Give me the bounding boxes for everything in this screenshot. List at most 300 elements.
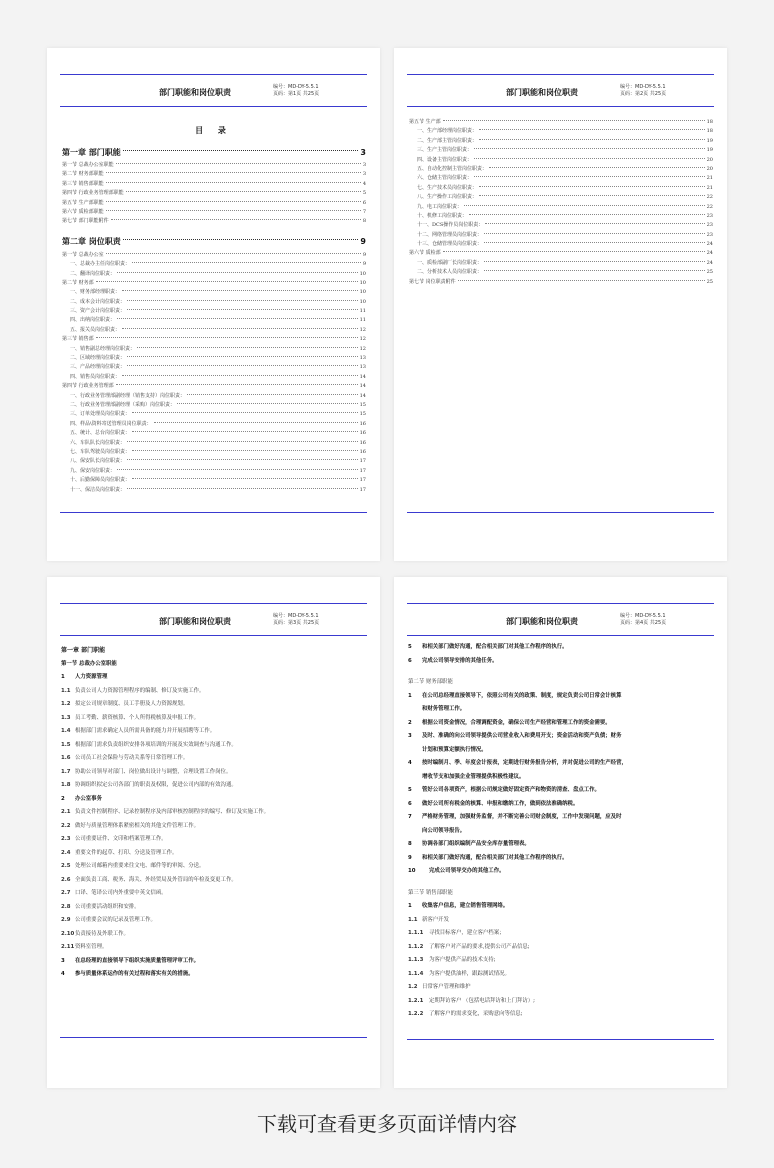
toc-entry-sub[interactable] <box>62 448 366 457</box>
toc-entry-label: 第二节 财务部职能 <box>62 171 104 178</box>
footer-rule <box>407 1039 714 1040</box>
toc-leader-dots <box>123 150 359 151</box>
toc-entry-label: 十、后勤保障员岗位职责： <box>70 477 131 484</box>
toc-entry-label: 一、总裁办主任岗位职责： <box>70 261 131 268</box>
document-page-4 <box>394 577 727 1088</box>
toc-leader-dots <box>484 242 705 243</box>
toc-entry-page: 24 <box>706 259 713 266</box>
toc-entry-sub[interactable] <box>62 326 366 335</box>
toc-leader-dots <box>122 290 358 291</box>
toc-entry-page: 19 <box>706 147 713 154</box>
toc-leader-dots <box>126 191 361 192</box>
item-number: 7 <box>408 814 412 820</box>
toc-entry-sec[interactable] <box>62 161 366 170</box>
toc-entry-sub[interactable] <box>62 307 366 316</box>
toc-entry-label: 第七节 岗位职责附件 <box>409 278 456 285</box>
toc-leader-dots <box>485 223 704 224</box>
toc-entry-label: 三、订单处理员岗位职责： <box>70 411 131 418</box>
toc-entry-page: 6 <box>362 199 366 206</box>
numbered-item <box>408 927 713 941</box>
toc-entry-chapter[interactable] <box>62 143 366 161</box>
header-page-number: 页码：第1页 共25页 <box>273 91 320 97</box>
item-number: 1.1 <box>61 687 71 694</box>
toc-leader-dots <box>106 201 361 202</box>
toc-entry-sec[interactable] <box>409 118 713 127</box>
toc-leader-dots <box>443 120 705 121</box>
toc-entry-label: 二、分析技术人员岗位职责： <box>417 269 483 276</box>
numbered-item <box>408 757 713 771</box>
toc-entry-label: 十一、DCS操作员岗位职责： <box>417 222 484 229</box>
section-heading <box>61 658 366 672</box>
numbered-item <box>408 798 713 812</box>
toc-entry-sec[interactable] <box>409 278 713 287</box>
toc-entry-label: 第六节 质检部职能 <box>62 208 104 215</box>
toc-entry-page: 3 <box>362 171 366 178</box>
numbered-item <box>61 901 366 915</box>
toc-entry-label: 第五节 生产部 <box>409 119 441 125</box>
item-number: 1.6 <box>61 755 71 761</box>
page-body <box>408 641 713 1022</box>
item-text: 员工考勤、薪资核算、个人所得税核算及申报工作。 <box>75 714 199 721</box>
toc-leader-dots <box>127 488 358 489</box>
paragraph-gap <box>408 668 713 676</box>
toc-entry-sec[interactable] <box>62 180 366 189</box>
item-text: 管好公司各项资产，根据公司规定做好固定资产和物资的清查、盘点工作。 <box>422 787 600 793</box>
toc-entry-label: 第六节 质检部 <box>409 250 441 257</box>
toc-entry-page: 23 <box>706 222 713 229</box>
toc-entry-sub[interactable] <box>409 268 713 277</box>
item-text: 根据公司资金情况，合理调配资金，确保公司生产经营和管理工作的资金需要。 <box>422 719 611 726</box>
toc-entry-label: 第五节 生产部职能 <box>62 199 104 206</box>
item-text: 第一章 部门职能 <box>61 647 106 654</box>
header-rule-bottom <box>60 635 367 636</box>
toc-entry-sub[interactable] <box>62 354 366 363</box>
toc-entry-page: 3 <box>360 147 366 157</box>
item-number: 2.10 <box>61 930 75 937</box>
item-text: 办公室事务 <box>75 795 102 802</box>
header-rule-top <box>60 603 367 604</box>
toc-entry-label: 第三节 销售部职能 <box>62 180 104 187</box>
toc-entry-sub[interactable] <box>409 240 713 249</box>
item-text: 和相关部门做好沟通，配合相关部门对其他工作程序的执行。 <box>422 644 568 650</box>
numbered-item <box>408 730 713 744</box>
numbered-item <box>408 641 713 655</box>
header-page-number: 页码：第4页 共25页 <box>620 620 667 626</box>
toc-entry-label: 三、生产主管岗位职责： <box>417 147 473 154</box>
numbered-item <box>408 954 713 968</box>
toc-leader-dots <box>127 459 358 460</box>
item-number: 2.1 <box>61 809 71 815</box>
toc-leader-dots <box>127 441 358 442</box>
toc-entry-sec[interactable] <box>62 279 366 288</box>
numbered-item <box>61 968 366 982</box>
toc-entry-page: 17 <box>359 458 366 465</box>
item-number: 2.7 <box>61 890 71 896</box>
document-page-2 <box>394 48 727 561</box>
section-heading <box>408 887 713 901</box>
toc-entry-label: 九、保安岗位职责： <box>70 467 116 474</box>
toc-leader-dots <box>122 375 358 376</box>
toc-entry-label: 七、车队驾驶员岗位职责： <box>70 448 131 455</box>
toc-entry-label: 一、生产部经理岗位职责： <box>417 128 478 135</box>
header-page-number: 页码：第3页 共25页 <box>273 620 320 626</box>
item-text: 公司重要会议的记录及管理工作。 <box>75 917 156 923</box>
numbered-item <box>61 806 366 820</box>
toc-entry-label: 七、生产技术员岗位职责： <box>417 184 478 191</box>
toc-entry-page: 16 <box>359 439 366 446</box>
item-text: 重要文件的起草、打印、分送及管理工作。 <box>75 849 178 856</box>
item-text: 定期拜访客户 （包括电话拜访和上门拜访）; <box>429 997 535 1004</box>
toc-entry-sub[interactable] <box>409 127 713 136</box>
toc-entry-label: 三、资产会计岗位职责： <box>70 308 126 315</box>
item-text: 第三节 销售部职能 <box>408 889 453 896</box>
item-number: 5 <box>408 644 412 650</box>
toc-entry-sub[interactable] <box>62 439 366 448</box>
toc-entry-label: 十二、网络管理员岗位职责： <box>417 231 483 238</box>
toc-entry-page: 25 <box>706 269 713 276</box>
toc-leader-dots <box>127 356 358 357</box>
toc-entry-label: 第一节 总裁办公室 <box>62 251 104 258</box>
toc-entry-label: 第四节 行政业务管理部 <box>62 383 114 390</box>
numbered-item <box>408 968 713 982</box>
toc-entry-sub[interactable] <box>62 316 366 325</box>
toc-entry-page: 21 <box>706 175 713 182</box>
toc-entry-sec[interactable] <box>62 217 366 226</box>
toc-leader-dots <box>117 318 358 319</box>
toc-entry-sub[interactable] <box>62 392 366 401</box>
numbered-item <box>61 955 366 969</box>
toc-entry-sec[interactable] <box>62 170 366 179</box>
toc-entry-page: 9 <box>362 261 366 268</box>
toc-leader-dots <box>458 280 705 281</box>
toc-entry-sub[interactable] <box>409 156 713 165</box>
numbered-item <box>61 833 366 847</box>
item-continuation <box>408 703 713 717</box>
toc-entry-sub[interactable] <box>62 363 366 372</box>
item-text: 协助公司领导对部门、岗位做出设计与调整，合理设置工作岗位。 <box>75 768 232 775</box>
item-number: 3 <box>61 957 65 964</box>
toc-entry-sec[interactable] <box>62 208 366 217</box>
item-continuation-text: 向公司领导报告。 <box>422 827 466 834</box>
toc-entry-page: 19 <box>706 137 713 144</box>
toc-entry-page: 18 <box>706 128 713 135</box>
toc-entry-sub[interactable] <box>409 146 713 155</box>
item-text: 为客户提供产品的技术支持; <box>429 957 496 963</box>
toc-entry-page: 25 <box>706 278 713 285</box>
toc-entry-label: 四、出纳岗位职责： <box>70 317 116 324</box>
page-body <box>61 644 366 982</box>
toc-leader-dots <box>106 182 361 183</box>
toc-entry-page: 24 <box>706 250 713 257</box>
toc-leader-dots <box>111 219 361 220</box>
section-heading <box>61 644 366 658</box>
item-text: 收集客户信息，建立销售管理网络。 <box>422 903 509 909</box>
toc-entry-label: 五、自动化控制主管岗位职责： <box>417 165 488 172</box>
header-title: 部门职能和岗位职责 <box>159 88 231 97</box>
toc-entry-label: 三、产品经理岗位职责： <box>70 364 126 371</box>
numbered-item <box>408 865 713 879</box>
numbered-item <box>408 941 713 955</box>
toc-leader-dots <box>96 337 358 338</box>
toc-entry-page: 16 <box>359 420 366 427</box>
header-rule-top <box>60 74 367 75</box>
item-number: 1.1.1 <box>408 930 424 936</box>
toc-entry-label: 第一节 总裁办公室职能 <box>62 162 114 168</box>
toc-leader-dots <box>443 251 705 252</box>
toc-entry-sub[interactable] <box>62 373 366 382</box>
numbered-item <box>408 1008 713 1022</box>
toc-entry-sub[interactable] <box>409 203 713 212</box>
toc-entry-page: 15 <box>359 411 366 418</box>
numbered-item <box>61 820 366 834</box>
toc-entry-sub[interactable] <box>62 420 366 429</box>
numbered-item <box>61 914 366 928</box>
item-number: 2.6 <box>61 876 71 883</box>
toc-entry-label: 一、质检部副厂长岗位职责： <box>417 259 483 266</box>
toc-entry-label: 四、销售员岗位职责： <box>70 373 121 380</box>
toc-leader-dots <box>127 300 358 301</box>
item-text: 按时编制月、季、年度会计报表，定期进行财务报告分析，并对促进公司的生产经营， <box>422 760 627 766</box>
toc-entry-page: 10 <box>359 289 366 296</box>
toc-entry-label: 第二章 岗位职责 <box>62 237 121 247</box>
header-doc-code: 编号：MD-DY-5.5.1 <box>273 613 319 619</box>
toc-entry-label: 二、生产部主管岗位职责： <box>417 137 478 144</box>
item-number: 6 <box>408 800 412 807</box>
toc-entry-label: 一、行政业务管理部副经理（销售支持）岗位职责： <box>70 392 186 399</box>
header-rule-top <box>407 603 714 604</box>
item-continuation <box>408 825 713 839</box>
toc-entry-sub[interactable] <box>409 231 713 240</box>
item-text: 负责文件控制程序、记录控制程序及内部审核控制程序的编写、修订及实施工作。 <box>75 809 270 815</box>
document-page-1 <box>47 48 380 561</box>
toc-entry-sub[interactable] <box>62 410 366 419</box>
toc-entry-page: 9 <box>362 251 366 258</box>
numbered-item <box>61 860 366 874</box>
item-text: 公司员工社会保险与劳动关系等日常管理工作。 <box>75 755 189 761</box>
toc-entry-chapter[interactable] <box>62 233 366 251</box>
toc-entry-label: 第二节 财务部 <box>62 279 94 286</box>
item-text: 完成公司领导安排的其他任务。 <box>422 657 498 664</box>
header-rule-bottom <box>407 635 714 636</box>
toc-entry-label: 第七节 部门职能附件 <box>62 218 109 225</box>
item-text: 第一节 总裁办公室职能 <box>61 660 117 667</box>
header-meta <box>620 84 666 98</box>
toc-entry-page: 16 <box>359 430 366 437</box>
item-text: 负责接待及外联工作。 <box>75 930 129 937</box>
toc-entry-sub[interactable] <box>62 457 366 466</box>
toc-leader-dots <box>116 384 358 385</box>
item-continuation-text: 增收节支和加强企业管理提供积极性建议。 <box>422 773 525 780</box>
header-rule-bottom <box>407 106 714 107</box>
numbered-item <box>408 838 713 852</box>
item-number: 2.3 <box>61 836 71 842</box>
item-text: 参与质量体系运作的有关过程和落实有关的措施。 <box>75 971 194 977</box>
toc-leader-dots <box>464 205 705 206</box>
item-text: 完成公司领导交办的其他工作。 <box>429 868 505 874</box>
toc-entry-label: 八、生产操作工岗位职责： <box>417 194 478 201</box>
toc-entry-sub[interactable] <box>62 486 366 495</box>
toc-entry-page: 12 <box>359 345 366 352</box>
item-number: 1.8 <box>61 782 71 788</box>
header-doc-code: 编号：MD-DY-5.5.1 <box>620 84 666 90</box>
item-number: 1.7 <box>61 768 71 775</box>
header-meta <box>273 84 319 98</box>
toc-leader-dots <box>479 195 705 196</box>
header-doc-code: 编号：MD-DY-5.5.1 <box>620 613 666 619</box>
toc-entry-page: 10 <box>359 298 366 305</box>
numbered-item <box>61 874 366 888</box>
toc-entry-label: 一、销售副总经理岗位职责： <box>70 345 136 352</box>
toc-entry-sec[interactable] <box>62 335 366 344</box>
item-number: 1.1.4 <box>408 970 424 977</box>
numbered-item <box>408 717 713 731</box>
toc-entry-sub[interactable] <box>409 137 713 146</box>
toc-entry-sub[interactable] <box>409 184 713 193</box>
toc-title: 目 录 <box>195 126 232 135</box>
toc-entry-page: 20 <box>706 165 713 172</box>
toc-leader-dots <box>127 309 358 310</box>
paragraph-gap <box>408 879 713 887</box>
toc-entry-sub[interactable] <box>62 298 366 307</box>
numbered-item <box>61 698 366 712</box>
item-text: 了解客户的需求变化，采购意向等信息; <box>429 1011 523 1017</box>
toc-entry-page: 17 <box>359 477 366 484</box>
item-text: 做好与质量管理体系紧密相关的其他文件管理工作。 <box>75 822 199 829</box>
toc-leader-dots <box>117 272 358 273</box>
toc-entry-sub[interactable] <box>409 212 713 221</box>
toc-entry-label: 二、行政业务管理部副经理（采购）岗位职责： <box>70 401 176 408</box>
toc-entry-sub[interactable] <box>409 174 713 183</box>
toc-entry-label: 第三节 销售部 <box>62 336 94 343</box>
footer-rule <box>407 512 714 513</box>
toc-entry-label: 十三、仓储管理员岗位职责： <box>417 241 483 248</box>
toc-entry-sec[interactable] <box>62 382 366 391</box>
item-text: 口译、笔译公司内外重要中英文信函。 <box>75 890 167 896</box>
toc-leader-dots <box>132 262 361 263</box>
toc-entry-label: 二、翻译岗位职责： <box>70 270 116 277</box>
numbered-item <box>408 655 713 669</box>
toc-entry-label: 二、区域经理岗位职责： <box>70 355 126 362</box>
toc-entry-sec[interactable] <box>62 251 366 260</box>
toc-leader-dots <box>469 214 705 215</box>
item-number: 1 <box>408 692 412 699</box>
toc-entry-sub[interactable] <box>62 467 366 476</box>
toc-entry-sub[interactable] <box>409 193 713 202</box>
toc-entry-sub[interactable] <box>62 345 366 354</box>
toc-leader-dots <box>132 431 358 432</box>
toc-entry-sub[interactable] <box>62 429 366 438</box>
item-number: 1.3 <box>61 714 71 721</box>
toc-entry-page: 4 <box>362 180 366 187</box>
item-number: 2 <box>61 795 65 802</box>
toc-entry-sub[interactable] <box>62 401 366 410</box>
item-text: 第二节 财务部职能 <box>408 679 453 685</box>
item-number: 2.4 <box>61 849 71 856</box>
header-meta <box>273 613 319 627</box>
header-meta <box>620 613 666 627</box>
toc-leader-dots <box>484 233 705 234</box>
toc-entry-sec[interactable] <box>62 189 366 198</box>
item-text: 寻找目标客户，建立客户档案； <box>429 930 505 936</box>
table-of-contents-continued <box>409 118 713 287</box>
toc-leader-dots <box>474 148 705 149</box>
download-more-caption[interactable]: 下载可查看更多页面详情内容 <box>257 1112 517 1136</box>
toc-leader-dots <box>137 347 358 348</box>
toc-entry-page: 22 <box>706 203 713 210</box>
item-text: 根据部门需求负责组织安排各项培训的开展及实效调查与沟通工作。 <box>75 741 237 748</box>
toc-entry-sec[interactable] <box>62 199 366 208</box>
toc-entry-sub[interactable] <box>62 288 366 297</box>
item-text: 协调组织拟定公司各部门的职责及权限，促进公司内部的有效沟通。 <box>75 782 237 788</box>
item-continuation-text: 和财务管理工作。 <box>422 706 466 712</box>
toc-entry-sub[interactable] <box>62 270 366 279</box>
toc-leader-dots <box>116 163 361 164</box>
toc-leader-dots <box>479 186 705 187</box>
toc-entry-label: 二、成本会计岗位职责： <box>70 298 126 305</box>
item-text: 为客户提供油样，跟踪测试情况。 <box>429 970 510 977</box>
numbered-item <box>408 784 713 798</box>
toc-leader-dots <box>117 469 358 470</box>
numbered-item <box>408 981 713 995</box>
toc-entry-page: 22 <box>706 194 713 201</box>
toc-entry-label: 一、财务部经理职责： <box>70 289 121 296</box>
toc-entry-label: 四、设备主管岗位职责： <box>417 156 473 163</box>
toc-leader-dots <box>132 412 358 413</box>
item-text: 协调各部门组织编制产品安全库存量管理表。 <box>422 841 530 847</box>
numbered-item <box>61 793 366 807</box>
toc-leader-dots <box>106 253 361 254</box>
item-number: 1.2.2 <box>408 1011 424 1017</box>
item-text: 新客户开发 <box>422 916 449 923</box>
item-text: 处理公司邮箱内重要来往文电、邮件等的审阅、分送。 <box>75 863 205 869</box>
item-number: 4 <box>61 971 65 977</box>
item-text: 及时、准确的向公司领导提供公司营业收入和费用开支；资金活动和资产负债；财务 <box>422 733 622 739</box>
toc-entry-page: 23 <box>706 212 713 219</box>
item-text: 公司重要活动组织和安排。 <box>75 903 140 910</box>
toc-leader-dots <box>489 167 705 168</box>
item-text: 和相关部门做好沟通，配合相关部门对其他工作程序的执行。 <box>422 854 568 861</box>
toc-entry-sec[interactable] <box>409 249 713 258</box>
header-title: 部门职能和岗位职责 <box>506 88 578 97</box>
toc-entry-sub[interactable] <box>409 259 713 268</box>
toc-leader-dots <box>122 328 358 329</box>
item-number: 1 <box>61 674 65 680</box>
item-text: 全面负责工商、税务、海关、外经贸局及外管局的年检及变更工作。 <box>75 876 237 883</box>
toc-entry-page: 9 <box>360 237 366 247</box>
toc-entry-sub[interactable] <box>409 165 713 174</box>
item-text: 根据部门需求确定人员所需具备的能力并开展招聘等工作。 <box>75 728 216 734</box>
toc-leader-dots <box>96 281 358 282</box>
toc-entry-sub[interactable] <box>62 476 366 485</box>
toc-entry-page: 14 <box>359 392 366 399</box>
toc-entry-page: 13 <box>359 364 366 371</box>
toc-entry-sub[interactable] <box>62 260 366 269</box>
toc-entry-label: 五、统计、总台岗位职责： <box>70 430 131 437</box>
item-number: 2.5 <box>61 863 71 869</box>
toc-entry-sub[interactable] <box>409 221 713 230</box>
item-number: 1.5 <box>61 741 71 748</box>
item-number: 2.2 <box>61 822 71 829</box>
toc-entry-page: 11 <box>359 317 366 324</box>
toc-leader-dots <box>106 210 361 211</box>
item-number: 2 <box>408 719 412 726</box>
item-text: 日常客户管理和维护 <box>422 984 471 990</box>
toc-entry-page: 12 <box>359 326 366 333</box>
toc-entry-page: 17 <box>359 486 366 493</box>
toc-entry-label: 十一、保洁员岗位职责： <box>70 486 126 493</box>
toc-entry-page: 7 <box>362 208 366 215</box>
toc-leader-dots <box>474 158 705 159</box>
